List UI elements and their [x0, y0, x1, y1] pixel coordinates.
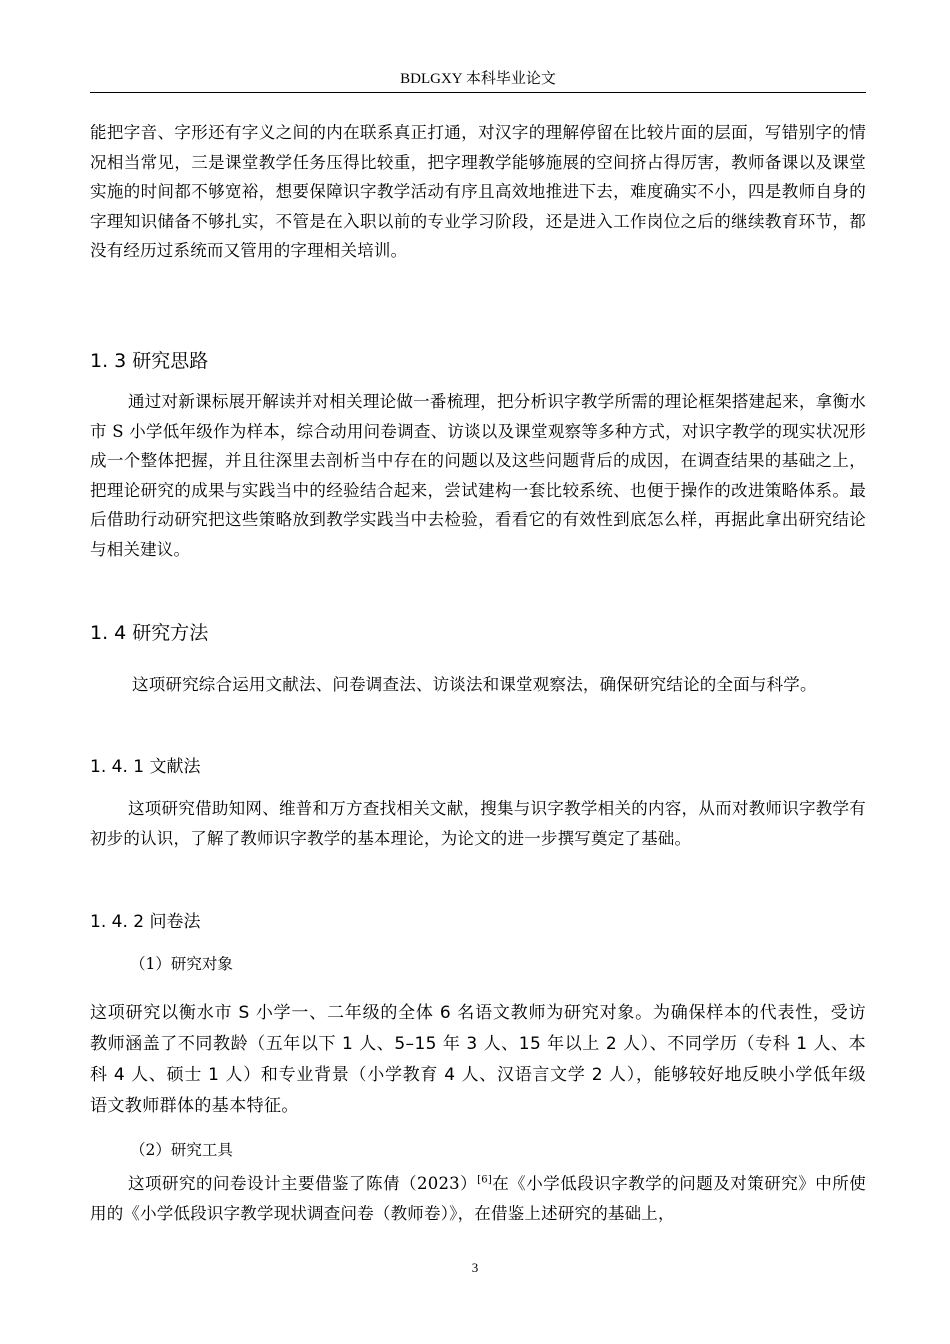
paragraph-text: 这项研究的问卷设计主要借鉴了陈倩（2023） [128, 1174, 478, 1193]
paragraph-literature-method: 这项研究借助知网、维普和万方查找相关文献，搜集与识字教学相关的内容，从而对教师识字教学有初步的认识，了解了教师识字教学的基本理论，为论文的进一步撰写奠定了基础。 [90, 799, 866, 848]
heading-1-4-1: 1. 4. 1 文献法 [90, 757, 201, 777]
subheading-research-subjects: （1）研究对象 [130, 955, 233, 973]
heading-1-4-2: 1. 4. 2 问卷法 [90, 912, 201, 932]
paragraph-research-approach: 通过对新课标展开解读并对相关理论做一番梳理，把分析识字教学所需的理论框架搭建起来，拿衡水市 S 小学低年级作为样本，综合动用问卷调查、访谈以及课堂观察等多种方式，对识字教学的现实状况形成一个整体把握，并且往深里去剖析当中存在的问题以及这些问题背后的成因，在调查结果的基础之上，把理论研究的成果与实践当中的经验结合起来，尝试建构一套比较系统、也便于操作的改进策略体系。最后借助行动研究把这些策略放到教学实践当中去检验，看看它的有效性到底怎么样，再据此拿出研究结论与相关建议。 [90, 392, 866, 559]
paragraph-text: 在《小学低段识字教学的问题及对策研究》中所使用的《小学低段识字教学现状调查问卷（教师卷）》，在借鉴上述研究的基础上， [90, 1174, 866, 1223]
header-divider [90, 92, 866, 93]
heading-1-4: 1. 4 研究方法 [90, 622, 209, 644]
paragraph-research-tools [90, 1169, 866, 1228]
page-header: BDLGXY 本科毕业论文 [400, 71, 556, 87]
paragraph-research-methods: 这项研究综合运用文献法、问卷调查法、访谈法和课堂观察法，确保研究结论的全面与科学。 [132, 675, 817, 694]
subheading-research-tools: （2）研究工具 [130, 1141, 233, 1159]
page-number: 3 [471, 1260, 479, 1275]
citation-reference[interactable]: [6] [477, 1174, 492, 1186]
paragraph-continuation: 能把字音、字形还有字义之间的内在联系真正打通，对汉字的理解停留在比较片面的层面，写错别字的情况相当常见，三是课堂教学任务压得比较重，把字理教学能够施展的空间挤占得厉害，教师备课以及课堂实施的时间都不够宽裕，想要保障识字教学活动有序且高效地推进下去，难度确实不小，四是教师自身的字理知识储备不够扎实，不管是在入职以前的专业学习阶段，还是进入工作岗位之后的继续教育环节，都没有经历过系统而又管用的字理相关培训。 [90, 123, 866, 260]
heading-1-3: 1. 3 研究思路 [90, 350, 209, 372]
paragraph-research-subjects: 这项研究以衡水市 S 小学一、二年级的全体 6 名语文教师为研究对象。为确保样本的代表性，受访教师涵盖了不同教龄（五年以下 1 人、5–15 年 3 人、15 年以上 2 人）、不同学历（专科 1 人、本科 4 人、硕士 1 人）和专业背景（小学教育 4 人、汉语言文学 2 人），能够较好地反映小学低年级语文教师群体的基本特征。 [90, 1003, 866, 1116]
